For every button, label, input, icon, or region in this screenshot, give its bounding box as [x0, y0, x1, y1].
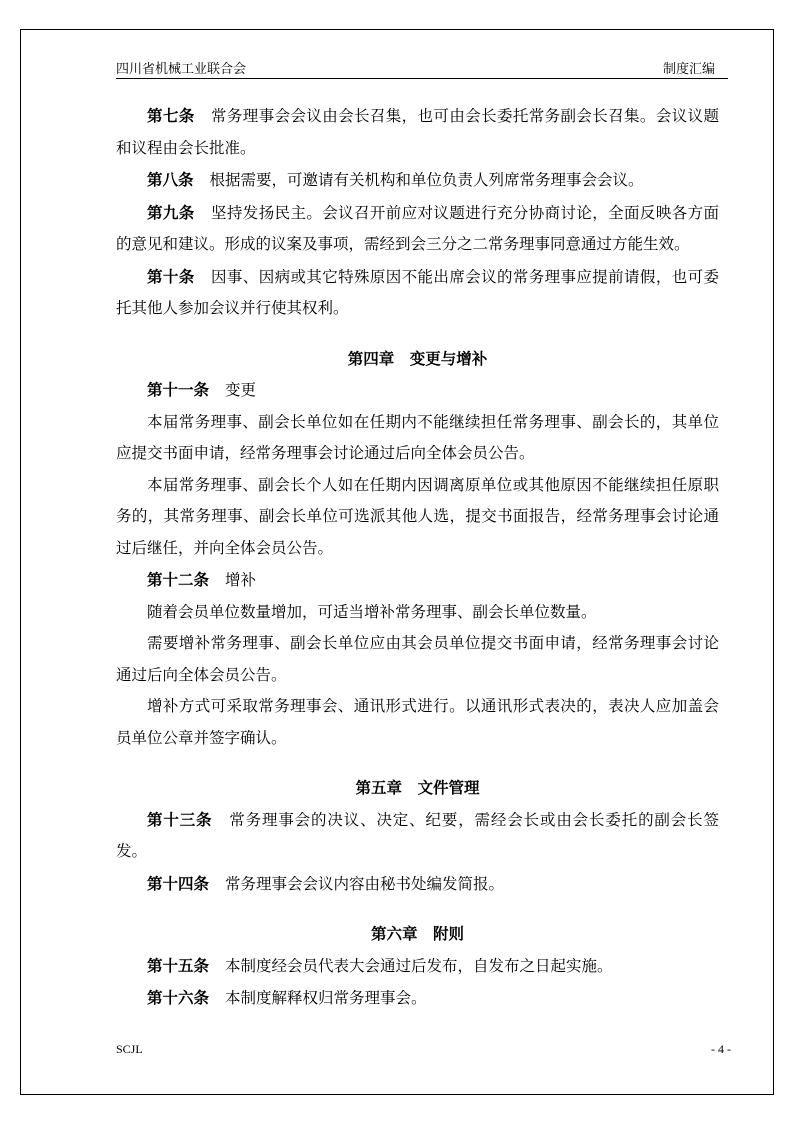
article-number: 第七条: [147, 106, 195, 125]
article-number: 第十三条: [147, 809, 213, 829]
page-number: - 4 -: [711, 1042, 731, 1056]
article-text: 本制度经会员代表大会通过后发布，自发布之日起实施。: [225, 956, 613, 975]
document-body: [116, 100, 719, 1015]
article-8: [116, 164, 719, 197]
article-12: [116, 564, 719, 597]
paragraph: 本届常务理事、副会长单位如在任期内不能继续担任常务理事、副会长的，其单位应提交书面申请，经常务理事会讨论通过后向全体会员公告。: [116, 412, 719, 462]
footer-code: SCJL: [116, 1042, 143, 1056]
article-number: 第十四条: [147, 873, 210, 893]
article-text: 增补: [225, 571, 257, 589]
article-11: [116, 374, 719, 407]
article-text: 常务理事会的决议、决定、纪要，需经会长或由会长委托的副会长签发。: [116, 810, 719, 860]
paragraph: 本届常务理事、副会长个人如在任期内因调离原单位或其他原因不能继续担任原职务的，其常务理事、副会长单位可选派其他人选，提交书面报告，经常务理事会讨论通过后继任，并向全体会员公告。: [116, 475, 719, 557]
paragraph: 增补方式可采取常务理事会、通讯形式进行。以通讯形式表决的，表决人应加盖会员单位公章并签字确认。: [116, 697, 719, 747]
article-7: [116, 100, 719, 164]
article-number: 第十五条: [147, 955, 210, 975]
article-number: 第十二条: [147, 570, 210, 589]
article-text: 坚持发扬民主。会议召开前应对议题进行充分协商讨论，全面反映各方面的意见和建议。形成的议案及事项，需经到会三分之二常务理事同意通过方能生效。: [116, 203, 719, 253]
article-text: 根据需要，可邀请有关机构和单位负责人列席常务理事会会议。: [209, 171, 644, 189]
article-number: 第十一条: [147, 380, 210, 399]
header-doc-title: 制度汇编: [662, 62, 715, 77]
article-text: 常务理事会会议内容由秘书处编发简报。: [225, 874, 505, 893]
chapter-4-heading: 第四章 变更与增补: [347, 348, 488, 368]
article-text: 本制度解释权归常务理事会。: [225, 989, 427, 1007]
article-number: 第八条: [147, 170, 194, 189]
article-14: [116, 868, 719, 901]
article-text: 变更: [225, 381, 257, 399]
article-9: [116, 197, 719, 261]
paragraph: 随着会员单位数量增加，可适当增补常务理事、副会长单位数量。: [147, 602, 597, 621]
page-header: [116, 56, 728, 79]
chapter-6-heading: 第六章 附则: [370, 924, 464, 943]
paragraph: 需要增补常务理事、副会长单位应由其会员单位提交书面申请，经常务理事会讨论通过后向全体会员公告。: [116, 634, 719, 684]
article-number: 第九条: [147, 202, 195, 222]
article-15: [116, 950, 719, 983]
header-org-name: 四川省机械工业联合会: [116, 62, 247, 77]
article-text: 因事、因病或其它特殊原因不能出席会议的常务理事应提前请假，也可委托其他人参加会议并行使其权利。: [116, 267, 719, 317]
article-10: [116, 261, 719, 325]
article-16: [116, 982, 719, 1015]
article-number: 第十六条: [147, 988, 210, 1007]
article-number: 第十条: [147, 266, 195, 286]
chapter-5-heading: 第五章 文件管理: [355, 778, 480, 797]
article-13: [116, 804, 719, 868]
article-text: 常务理事会会议由会长召集，也可由会长委托常务副会长召集。会议议题和议程由会长批准。: [116, 107, 719, 157]
